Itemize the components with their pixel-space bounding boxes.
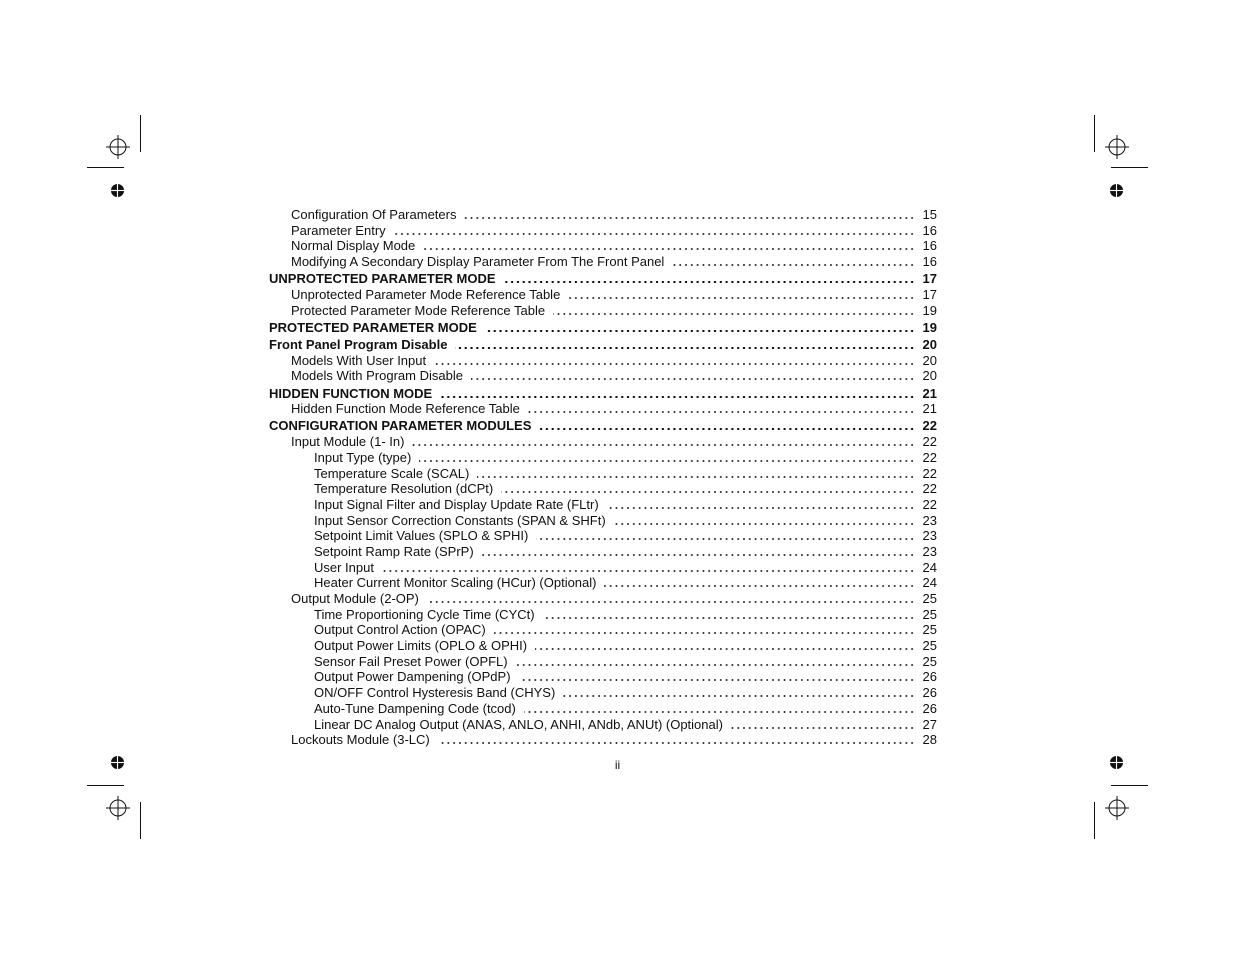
dot-leader [419,460,915,462]
toc-entry[interactable] [269,669,937,685]
toc-entry-page: 16 [922,238,937,254]
toc-entry[interactable] [269,271,937,287]
toc-entry-page: 25 [922,653,937,669]
toc-entry-label: Temperature Scale (SCAL) [314,465,470,481]
dot-leader [563,695,915,697]
toc-entry-page: 21 [922,385,937,401]
toc-entry[interactable] [269,207,937,223]
toc-entry[interactable] [269,223,937,239]
dot-leader [543,617,915,619]
toc-entry-page: 20 [922,352,937,368]
dot-leader [535,648,915,650]
toc-entry[interactable] [269,544,937,560]
toc-entry-label: Lockouts Module (3-LC) [291,732,430,748]
crosshair-icon [106,796,130,820]
toc-entry-label: Temperature Resolution (dCPt) [314,481,494,497]
dot-leader [539,428,915,430]
crop-line [140,802,141,839]
toc-entry[interactable] [269,320,937,336]
toc-entry-label: CONFIGURATION PARAMETER MODULES [269,418,532,434]
dot-leader [438,742,915,744]
toc-entry-label: Modifying A Secondary Display Parameter From The Front Panel [291,254,665,270]
toc-entry-page: 20 [922,368,937,384]
toc-entry[interactable] [269,685,937,701]
toc-entry[interactable] [269,481,937,497]
toc-entry-page: 24 [922,575,937,591]
toc-entry[interactable] [269,591,937,607]
toc-entry[interactable] [269,418,937,434]
toc-entry-page: 26 [922,685,937,701]
toc-entry-label: Unprotected Parameter Mode Reference Table [291,286,561,302]
dot-leader [553,313,915,315]
toc-entry[interactable] [269,466,937,482]
toc-entry-page: 21 [922,401,937,417]
dot-leader [382,570,915,572]
crop-line [87,167,124,168]
crop-line [1094,115,1095,152]
toc-entry-label: HIDDEN FUNCTION MODE [269,385,433,401]
toc-entry[interactable] [269,560,937,576]
toc-entry-page: 22 [922,449,937,465]
toc-entry[interactable] [269,701,937,717]
crop-line [1111,167,1148,168]
dot-leader [501,491,915,493]
toc-entry-page: 22 [922,465,937,481]
toc-entry-label: Sensor Fail Preset Power (OPFL) [314,653,508,669]
dot-leader [731,727,915,729]
toc-entry[interactable] [269,353,937,369]
crosshair-icon [106,135,130,159]
toc-entry[interactable] [269,368,937,384]
dot-leader [524,711,915,713]
toc-entry-page: 22 [922,481,937,497]
toc-entry-label: Input Signal Filter and Display Update Rate (FLtr) [314,496,599,512]
dot-leader [471,378,915,380]
toc-entry-label: Linear DC Analog Output (ANAS, ANLO, ANHI, ANdb, ANUt) (Optional) [314,716,723,732]
toc-entry-label: Input Sensor Correction Constants (SPAN & SHFt) [314,512,606,528]
toc-entry-page: 25 [922,591,937,606]
dot-leader [504,281,915,283]
dot-leader [672,264,915,266]
crop-line [87,785,124,786]
toc-entry-label: Normal Display Mode [291,238,416,254]
toc-entry-label: ON/OFF Control Hysteresis Band (CHYS) [314,685,556,701]
dot-leader [528,411,915,413]
toc-entry-label: Models With User Input [291,352,427,368]
register-dot-icon [1109,183,1124,198]
toc-entry-label: Input Type (type) [314,449,412,465]
dot-leader [519,679,915,681]
toc-entry[interactable] [269,638,937,654]
toc-entry-page: 22 [922,434,937,450]
toc-entry[interactable] [269,238,937,254]
toc-entry-page: 17 [922,271,937,287]
toc-entry-page: 26 [922,669,937,685]
toc-entry-label: Output Power Dampening (OPdP) [314,669,511,685]
toc-entry-page: 19 [922,302,937,318]
dot-leader [536,538,915,540]
toc-entry-label: Hidden Function Mode Reference Table [291,401,520,417]
dot-leader [607,507,915,509]
toc-entry[interactable] [269,622,937,638]
toc-entry[interactable] [269,337,937,353]
toc-entry[interactable] [269,254,937,270]
toc-entry[interactable] [269,528,937,544]
toc-entry-page: 24 [922,559,937,575]
toc-entry-page: 27 [922,716,937,732]
toc-entry-label: Protected Parameter Mode Reference Table [291,302,546,318]
toc-entry[interactable] [269,732,937,748]
toc-entry-label: PROTECTED PARAMETER MODE [269,319,477,335]
toc-entry-label: Configuration Of Parameters [291,207,457,222]
crop-line [1111,785,1148,786]
toc-entry[interactable] [269,386,937,402]
page-number: ii [614,758,621,772]
toc-entry-page: 25 [922,638,937,654]
toc-entry-label: Setpoint Ramp Rate (SPrP) [314,543,474,559]
dot-leader [477,476,915,478]
dot-leader [440,396,915,398]
crosshair-icon [1105,796,1129,820]
crop-line [1094,802,1095,839]
dot-leader [412,444,915,446]
register-dot-icon [110,183,125,198]
toc-entry-label: Auto-Tune Dampening Code (tcod) [314,700,516,716]
toc-entry-label: Setpoint Limit Values (SPLO & SPHI) [314,528,529,544]
toc-entry-page: 20 [922,337,937,352]
toc-entry-label: Output Power Limits (OPLO & OPHI) [314,638,528,654]
dot-leader [604,585,915,587]
dot-leader [423,248,915,250]
toc-entry-page: 15 [922,207,937,222]
dot-leader [464,217,915,219]
toc-entry-page: 23 [922,528,937,544]
toc-entry-label: Time Proportioning Cycle Time (CYCt) [314,606,535,622]
crop-line [140,115,141,152]
toc-entry[interactable] [269,450,937,466]
toc-entry[interactable] [269,497,937,513]
dot-leader [455,347,915,349]
toc-entry-page: 22 [922,496,937,512]
toc-entry-page: 28 [922,732,937,748]
toc-entry-page: 26 [922,700,937,716]
toc-entry-page: 25 [922,622,937,638]
dot-leader [482,554,915,556]
toc-entry-page: 23 [922,543,937,559]
toc-entry-label: Output Module (2-OP) [291,591,419,606]
toc-entry-page: 22 [922,418,937,434]
toc-entry[interactable] [269,287,937,303]
toc-entry-page: 16 [922,222,937,238]
toc-entry[interactable] [269,303,937,319]
toc-entry[interactable] [269,575,937,591]
toc-entry[interactable] [269,607,937,623]
toc-entry[interactable] [269,717,937,733]
toc-entry[interactable] [269,434,937,450]
dot-leader [494,632,915,634]
toc-entry-label: Heater Current Monitor Scaling (HCur) (Optional) [314,575,597,591]
toc-entry-label: Input Module (1- In) [291,434,405,450]
toc-entry-label: Front Panel Program Disable [269,337,448,352]
crosshair-icon [1105,135,1129,159]
dot-leader [568,297,915,299]
toc-entry-page: 16 [922,254,937,270]
dot-leader [485,330,915,332]
toc-entry[interactable] [269,401,937,417]
toc-entry-page: 23 [922,512,937,528]
toc-entry-label: Models With Program Disable [291,368,463,384]
toc-entry-label: Parameter Entry [291,222,386,238]
dot-leader [516,664,915,666]
toc-entry-page: 17 [922,286,937,302]
dot-leader [434,363,915,365]
toc-entry[interactable] [269,513,937,529]
table-of-contents [269,207,937,748]
toc-entry-label: Output Control Action (OPAC) [314,622,486,638]
toc-entry-page: 25 [922,606,937,622]
toc-entry[interactable] [269,654,937,670]
toc-entry-label: UNPROTECTED PARAMETER MODE [269,271,496,287]
dot-leader [427,601,915,603]
dot-leader [614,523,915,525]
toc-entry-label: User Input [314,559,374,575]
toc-entry-page: 19 [922,319,937,335]
dot-leader [394,233,915,235]
